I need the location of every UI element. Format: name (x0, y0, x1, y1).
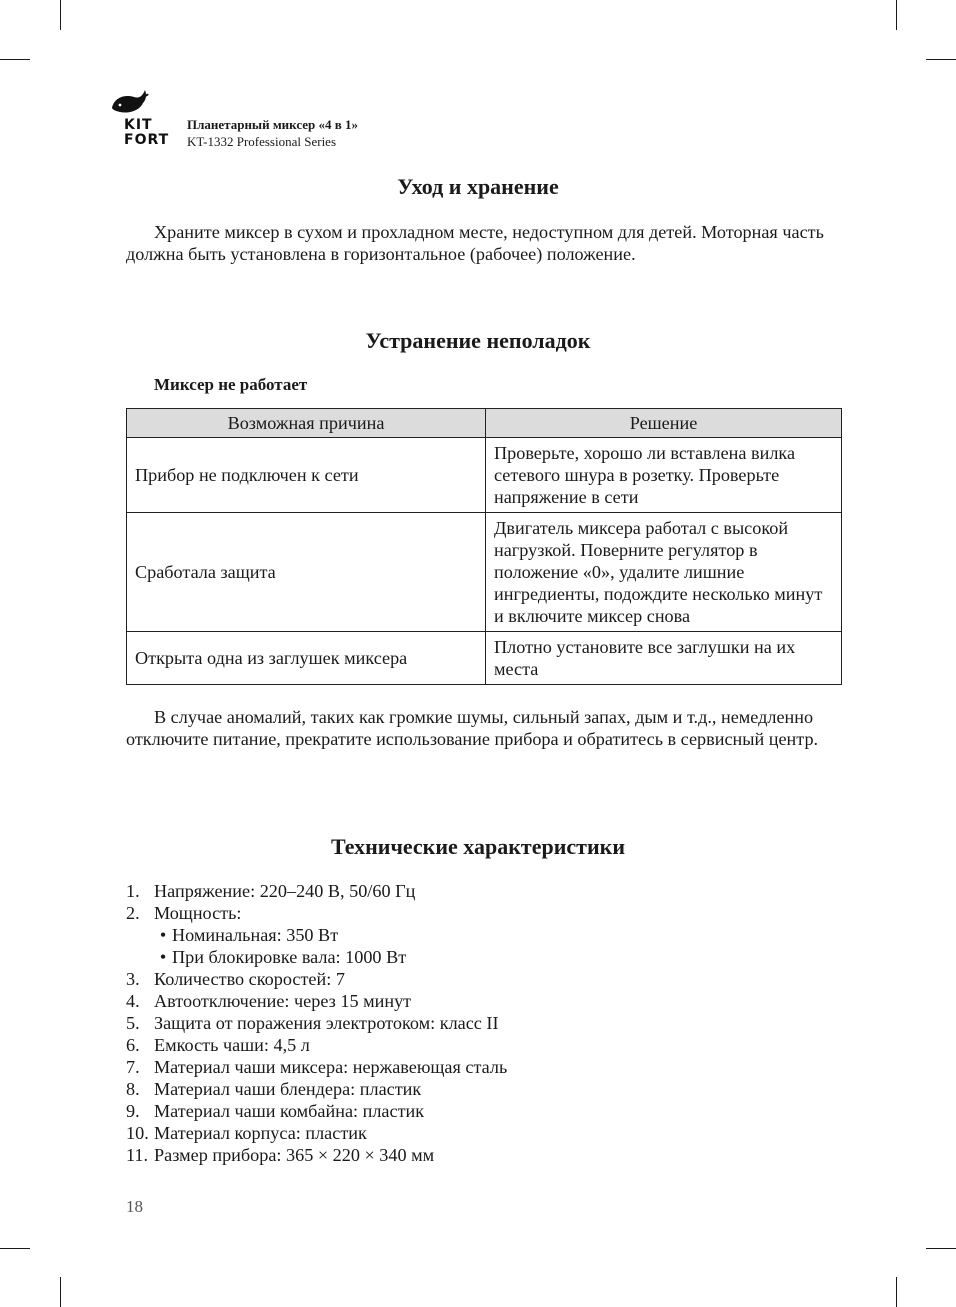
item-text: Размер прибора: 365 × 220 × 340 мм (154, 1145, 435, 1165)
whale-icon (110, 88, 150, 118)
crop-mark (896, 0, 897, 30)
item-number: 1. (126, 881, 140, 901)
item-text: Емкость чаши: 4,5 л (154, 1035, 310, 1055)
item-number: 9. (126, 1101, 140, 1121)
troubleshooting-heading: Устранение неполадок (365, 328, 591, 353)
solution-cell: Проверьте, хорошо ли вставлена вилка сетевого шнура в розетку. Проверьте напряжение в сети (486, 438, 842, 513)
list-item (126, 990, 507, 1012)
item-text: Автоотключение: через 15 минут (154, 991, 412, 1011)
column-header-solution: Решение (486, 409, 842, 438)
item-text: Материал чаши комбайна: пластик (154, 1101, 425, 1121)
crop-mark (926, 1248, 956, 1249)
solution-cell: Двигатель миксера работал с высокой нагрузкой. Поверните регулятор в положение «0», удалите лишние ингредиенты, подождите несколько минут и включите миксер снова (486, 513, 842, 632)
anomaly-note: В случае аномалий, таких как громкие шумы, сильный запах, дым и т.д., немедленно отключите питание, прекратите использование прибора и обратитесь в сервисный центр. (126, 707, 819, 749)
cause-cell: Сработала защита (127, 513, 486, 632)
bullet: • (159, 947, 167, 967)
item-number: 10. (126, 1123, 149, 1143)
sub-item-text: При блокировке вала: 1000 Вт (172, 947, 407, 967)
table-row (127, 438, 842, 513)
crop-mark (60, 1277, 61, 1307)
item-text: Материал чаши блендера: пластик (154, 1079, 422, 1099)
list-item (126, 902, 507, 924)
list-item (126, 880, 507, 902)
troubleshooting-table (126, 408, 842, 685)
item-number: 2. (126, 903, 140, 923)
item-number: 5. (126, 1013, 140, 1033)
item-number: 8. (126, 1079, 140, 1099)
specs-list (126, 880, 507, 1166)
logo-text-fort: FORT (124, 132, 170, 148)
item-text: Материал корпуса: пластик (154, 1123, 367, 1143)
list-item (126, 968, 507, 990)
item-text: Количество скоростей: 7 (154, 969, 345, 989)
item-number: 11. (126, 1145, 149, 1165)
crop-mark (0, 59, 30, 60)
crop-mark (926, 59, 956, 60)
item-text: Мощность: (154, 903, 242, 923)
list-item (126, 1100, 507, 1122)
table-row (127, 513, 842, 632)
list-item (126, 1056, 507, 1078)
crop-mark (0, 1248, 30, 1249)
item-text: Напряжение: 220–240 В, 50/60 Гц (154, 881, 416, 901)
sub-list-item (126, 924, 507, 946)
care-paragraph: Храните миксер в сухом и прохладном месте, недоступном для детей. Моторная часть должна быть установлена в горизонтальное (рабочее) положение. (126, 222, 824, 264)
care-heading: Уход и хранение (397, 174, 559, 199)
item-number: 4. (126, 991, 140, 1011)
specs-heading: Технические характеристики (330, 834, 626, 859)
kitfort-logo (110, 88, 172, 148)
product-title: Планетарный миксер «4 в 1» (187, 117, 359, 132)
crop-mark (60, 0, 61, 30)
list-item (126, 1012, 507, 1034)
model-name: KT-1332 Professional Series (187, 134, 337, 149)
page-number: 18 (126, 1197, 143, 1216)
table-row (127, 632, 842, 685)
troubleshooting-subtitle: Миксер не работает (154, 375, 308, 394)
cause-cell: Открыта одна из заглушек миксера (127, 632, 486, 685)
item-number: 3. (126, 969, 140, 989)
list-item (126, 1122, 507, 1144)
cause-cell: Прибор не подключен к сети (127, 438, 486, 513)
solution-cell: Плотно установите все заглушки на их места (486, 632, 842, 685)
table-header-row (127, 409, 842, 438)
sub-list-item (126, 946, 507, 968)
list-item (126, 1078, 507, 1100)
item-text: Защита от поражения электротоком: класс II (154, 1013, 499, 1033)
document-header (187, 116, 358, 150)
list-item (126, 1034, 507, 1056)
item-text: Материал чаши миксера: нержавеющая сталь (154, 1057, 508, 1077)
item-number: 7. (126, 1057, 140, 1077)
item-number: 6. (126, 1035, 140, 1055)
column-header-cause: Возможная причина (127, 409, 486, 438)
logo-text-kit: KIT (124, 117, 153, 133)
list-item (126, 1144, 507, 1166)
crop-mark (896, 1277, 897, 1307)
bullet: • (159, 925, 167, 945)
sub-item-text: Номинальная: 350 Вт (172, 925, 339, 945)
